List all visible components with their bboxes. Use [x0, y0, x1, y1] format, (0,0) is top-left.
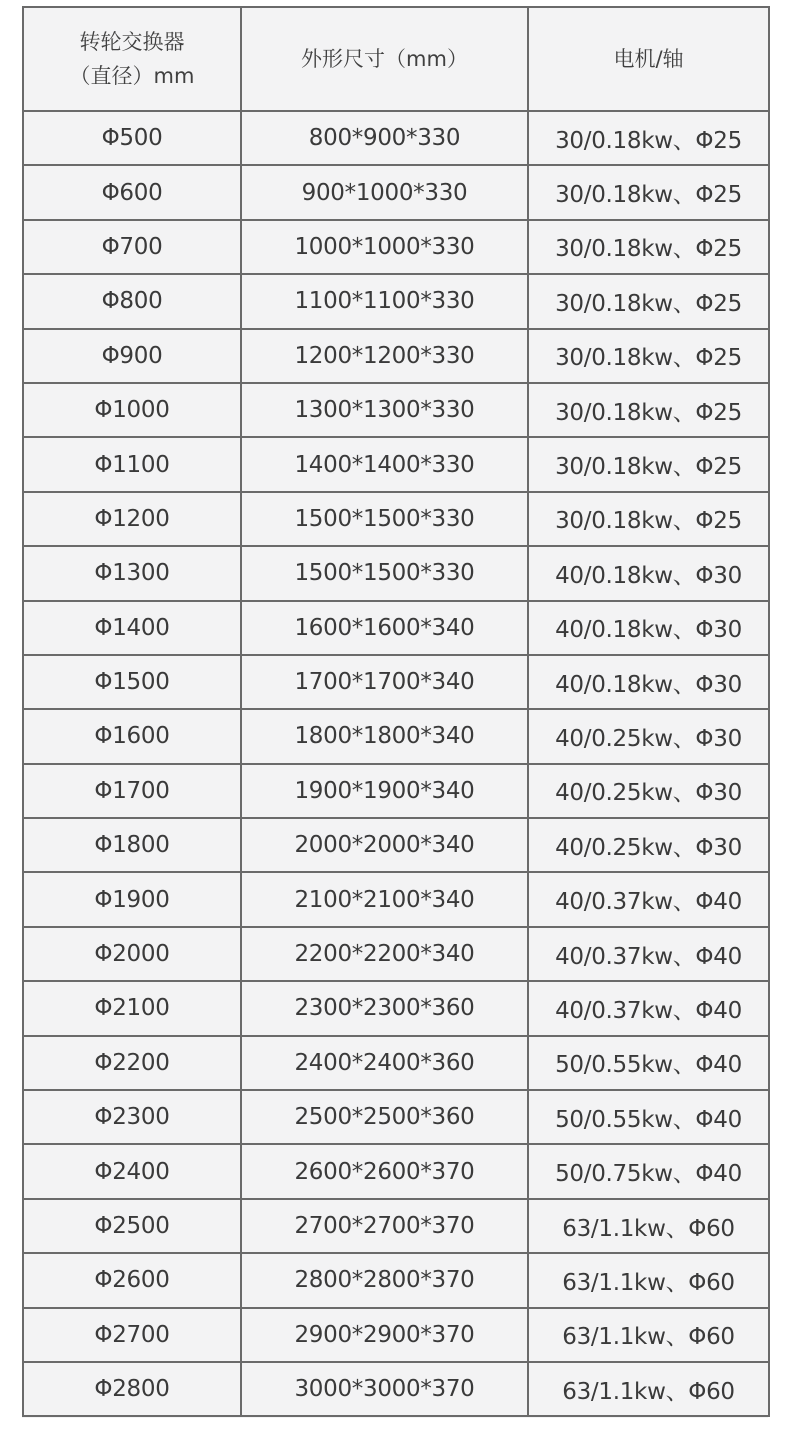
- table-header: [23, 7, 769, 111]
- motor-shaft-cell: 63/1.1kw、Φ60: [528, 1308, 769, 1362]
- header-motor-shaft-line-1: 电机/轴: [613, 47, 684, 71]
- diameter-cell: Φ2600: [23, 1253, 241, 1307]
- dimensions-cell: 2000*2000*340: [241, 818, 528, 872]
- diameter-cell: Φ2400: [23, 1144, 241, 1198]
- dimensions-cell: 1900*1900*340: [241, 764, 528, 818]
- motor-shaft-cell: 30/0.18kw、Φ25: [528, 437, 769, 491]
- table-row: [23, 492, 769, 546]
- diameter-cell: Φ700: [23, 220, 241, 274]
- dimensions-cell: 900*1000*330: [241, 165, 528, 219]
- table-row: [23, 1144, 769, 1198]
- motor-shaft-cell: 30/0.18kw、Φ25: [528, 274, 769, 328]
- motor-shaft-cell: 40/0.25kw、Φ30: [528, 709, 769, 763]
- table-row: [23, 1308, 769, 1362]
- motor-shaft-cell: 40/0.25kw、Φ30: [528, 818, 769, 872]
- dimensions-cell: 1700*1700*340: [241, 655, 528, 709]
- diameter-cell: Φ1800: [23, 818, 241, 872]
- table-body: [23, 111, 769, 1416]
- dimensions-cell: 2800*2800*370: [241, 1253, 528, 1307]
- diameter-cell: Φ1400: [23, 601, 241, 655]
- dimensions-cell: 1300*1300*330: [241, 383, 528, 437]
- dimensions-cell: 1500*1500*330: [241, 546, 528, 600]
- motor-shaft-cell: 40/0.18kw、Φ30: [528, 601, 769, 655]
- motor-shaft-cell: 63/1.1kw、Φ60: [528, 1362, 769, 1416]
- dimensions-cell: 2500*2500*360: [241, 1090, 528, 1144]
- motor-shaft-cell: 50/0.55kw、Φ40: [528, 1036, 769, 1090]
- dimensions-cell: 1200*1200*330: [241, 329, 528, 383]
- diameter-cell: Φ500: [23, 111, 241, 165]
- dimensions-cell: 1500*1500*330: [241, 492, 528, 546]
- diameter-cell: Φ1600: [23, 709, 241, 763]
- dimensions-cell: 1400*1400*330: [241, 437, 528, 491]
- table-row: [23, 111, 769, 165]
- table-row: [23, 329, 769, 383]
- spec-sheet: [22, 6, 768, 1418]
- motor-shaft-cell: 40/0.37kw、Φ40: [528, 927, 769, 981]
- dimensions-cell: 2600*2600*370: [241, 1144, 528, 1198]
- motor-shaft-cell: 40/0.18kw、Φ30: [528, 655, 769, 709]
- motor-shaft-cell: 50/0.75kw、Φ40: [528, 1144, 769, 1198]
- dimensions-cell: 3000*3000*370: [241, 1362, 528, 1416]
- table-row: [23, 1362, 769, 1416]
- dimensions-cell: 1600*1600*340: [241, 601, 528, 655]
- dimensions-cell: 800*900*330: [241, 111, 528, 165]
- table-row: [23, 764, 769, 818]
- diameter-cell: Φ900: [23, 329, 241, 383]
- header-diameter-line-2: （直径）mm: [69, 64, 195, 88]
- motor-shaft-cell: 30/0.18kw、Φ25: [528, 165, 769, 219]
- table-row: [23, 981, 769, 1035]
- table-row: [23, 709, 769, 763]
- diameter-cell: Φ800: [23, 274, 241, 328]
- dimensions-cell: 2900*2900*370: [241, 1308, 528, 1362]
- header-diameter-line-1: 转轮交换器: [79, 30, 185, 54]
- header-motor-shaft: [528, 7, 769, 111]
- diameter-cell: Φ1700: [23, 764, 241, 818]
- header-diameter: [23, 7, 241, 111]
- diameter-cell: Φ1100: [23, 437, 241, 491]
- table-row: [23, 546, 769, 600]
- motor-shaft-cell: 30/0.18kw、Φ25: [528, 492, 769, 546]
- diameter-cell: Φ2000: [23, 927, 241, 981]
- diameter-cell: Φ1900: [23, 872, 241, 926]
- motor-shaft-cell: 30/0.18kw、Φ25: [528, 329, 769, 383]
- dimensions-cell: 2400*2400*360: [241, 1036, 528, 1090]
- motor-shaft-cell: 40/0.37kw、Φ40: [528, 872, 769, 926]
- diameter-cell: Φ1500: [23, 655, 241, 709]
- spec-table: [22, 6, 770, 1417]
- dimensions-cell: 1800*1800*340: [241, 709, 528, 763]
- diameter-cell: Φ2200: [23, 1036, 241, 1090]
- dimensions-cell: 1000*1000*330: [241, 220, 528, 274]
- table-row: [23, 1199, 769, 1253]
- motor-shaft-cell: 40/0.18kw、Φ30: [528, 546, 769, 600]
- motor-shaft-cell: 40/0.25kw、Φ30: [528, 764, 769, 818]
- header-row: [23, 7, 769, 111]
- dimensions-cell: 2100*2100*340: [241, 872, 528, 926]
- table-row: [23, 383, 769, 437]
- dimensions-cell: 1100*1100*330: [241, 274, 528, 328]
- motor-shaft-cell: 63/1.1kw、Φ60: [528, 1199, 769, 1253]
- table-row: [23, 818, 769, 872]
- table-row: [23, 1036, 769, 1090]
- diameter-cell: Φ1000: [23, 383, 241, 437]
- table-row: [23, 437, 769, 491]
- motor-shaft-cell: 30/0.18kw、Φ25: [528, 220, 769, 274]
- diameter-cell: Φ2500: [23, 1199, 241, 1253]
- header-dimensions-line-1: 外形尺寸（mm）: [301, 47, 468, 71]
- table-row: [23, 1253, 769, 1307]
- diameter-cell: Φ2800: [23, 1362, 241, 1416]
- diameter-cell: Φ600: [23, 165, 241, 219]
- diameter-cell: Φ2300: [23, 1090, 241, 1144]
- motor-shaft-cell: 63/1.1kw、Φ60: [528, 1253, 769, 1307]
- motor-shaft-cell: 50/0.55kw、Φ40: [528, 1090, 769, 1144]
- diameter-cell: Φ1200: [23, 492, 241, 546]
- dimensions-cell: 2700*2700*370: [241, 1199, 528, 1253]
- motor-shaft-cell: 40/0.37kw、Φ40: [528, 981, 769, 1035]
- table-row: [23, 872, 769, 926]
- diameter-cell: Φ2700: [23, 1308, 241, 1362]
- dimensions-cell: 2300*2300*360: [241, 981, 528, 1035]
- diameter-cell: Φ2100: [23, 981, 241, 1035]
- table-row: [23, 274, 769, 328]
- table-row: [23, 655, 769, 709]
- motor-shaft-cell: 30/0.18kw、Φ25: [528, 383, 769, 437]
- diameter-cell: Φ1300: [23, 546, 241, 600]
- table-row: [23, 927, 769, 981]
- header-dimensions: [241, 7, 528, 111]
- table-row: [23, 601, 769, 655]
- motor-shaft-cell: 30/0.18kw、Φ25: [528, 111, 769, 165]
- table-row: [23, 1090, 769, 1144]
- table-row: [23, 220, 769, 274]
- dimensions-cell: 2200*2200*340: [241, 927, 528, 981]
- table-row: [23, 165, 769, 219]
